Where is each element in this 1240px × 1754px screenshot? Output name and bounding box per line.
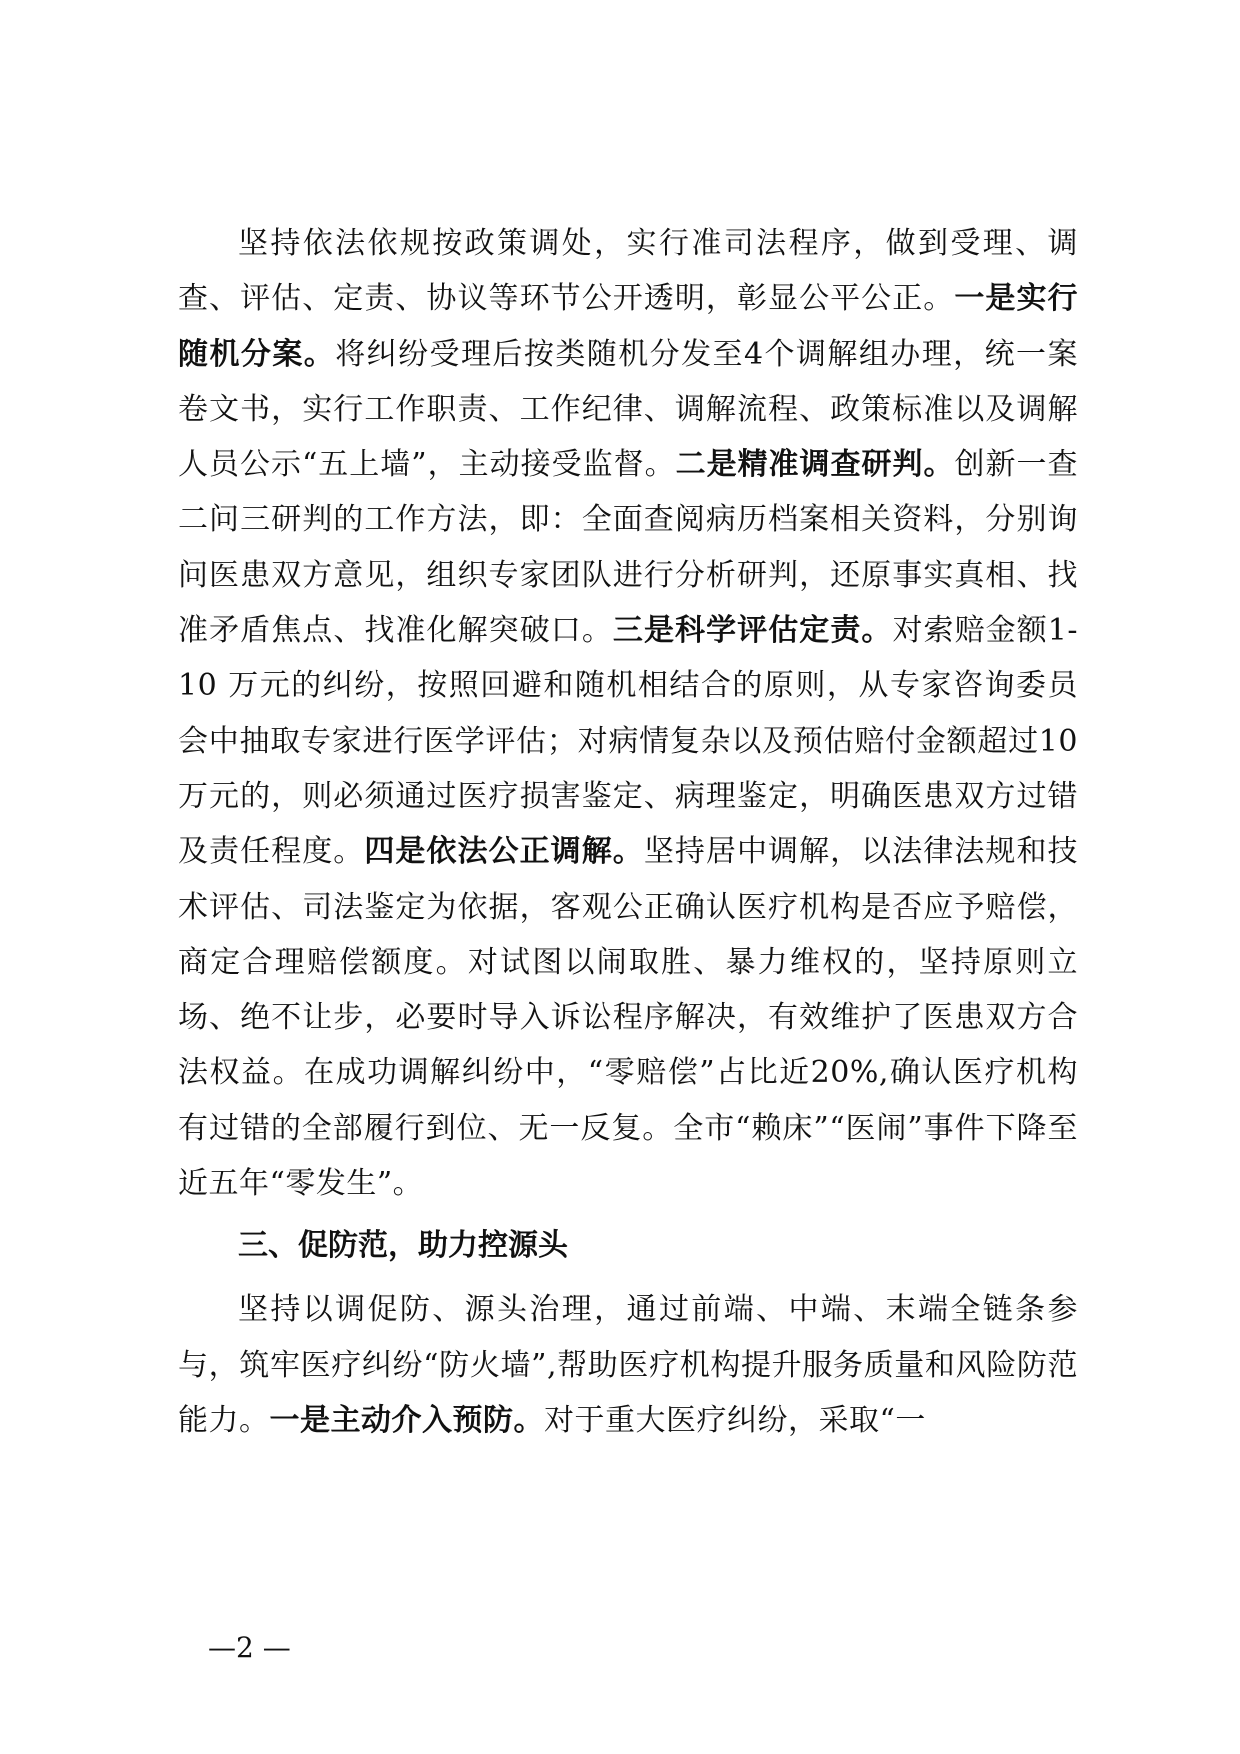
paragraph-text: 创新一查二问三研判的工作方法，即：全面查阅病历档案相关资料，分别询问医患双方意见，组织专家团队进行分析研判，还原事实真相、找准矛盾焦点、找准化解突破口。	[178, 447, 1079, 649]
paragraph-text: 将纠纷受理后按类随机分发至4个调解组办理，统一案卷文书，实行工作职责、工作纪律、调解流程、政策标准以及调解人员公示“五上墙”，主动接受监督。	[178, 336, 1078, 483]
paragraph-text: 坚持以调促防、源头治理，通过前端、中端、末端全链条参与，筑牢医疗纠纷“防火墙”,帮助医疗机构提升服务质量和风险防范能力。	[178, 1292, 1078, 1438]
section-heading: 三、促防范，助力控源头	[238, 1228, 568, 1264]
bold-key-point: 三是科学评估定责。	[612, 613, 893, 649]
paragraph-text: 对索赔金额1-10 万元的纠纷，按照回避和随机相结合的原则，从专家咨询委员会中抽取专家进行医学评估；对病情复杂以及预估赔付金额超过10万元的，则必须通过医疗损害鉴定、病理鉴定，明确医患双方过错及责任程度。	[178, 613, 1079, 870]
bold-key-point: 一是主动介入预防。	[269, 1402, 544, 1438]
bold-key-point: 一是实行随机分案。	[178, 281, 1079, 372]
bold-key-point: 二是精准调查研判。	[675, 447, 955, 483]
paragraph-text: 对于重大医疗纠纷，采取“一	[544, 1402, 926, 1438]
bold-key-point: 四是依法公正调解。	[364, 834, 644, 870]
paragraph-prevention	[178, 1282, 1078, 1448]
paragraph-text: 坚持依法依规按政策调处，实行准司法程序，做到受理、调查、评估、定责、协议等环节公开透明，彰显公平公正。	[178, 226, 1078, 317]
paragraph-mediation-process	[178, 216, 1078, 1211]
page-number: —2 —	[208, 1631, 291, 1664]
paragraph-text: 坚持居中调解，以法律法规和技术评估、司法鉴定为依据，客观公正确认医疗机构是否应予赔偿，商定合理赔偿额度。对试图以闹取胜、暴力维权的，坚持原则立场、绝不让步，必要时导入诉讼程序解决，有效维护了医患双方合法权益。在成功调解纠纷中，“零赔偿”占比近20%,确认医疗机构有过错的全部履行到位、无一反复。全市“赖床”“医闹”事件下降至近五年“零发生”。	[178, 834, 1079, 1202]
document-body	[178, 216, 1078, 1448]
